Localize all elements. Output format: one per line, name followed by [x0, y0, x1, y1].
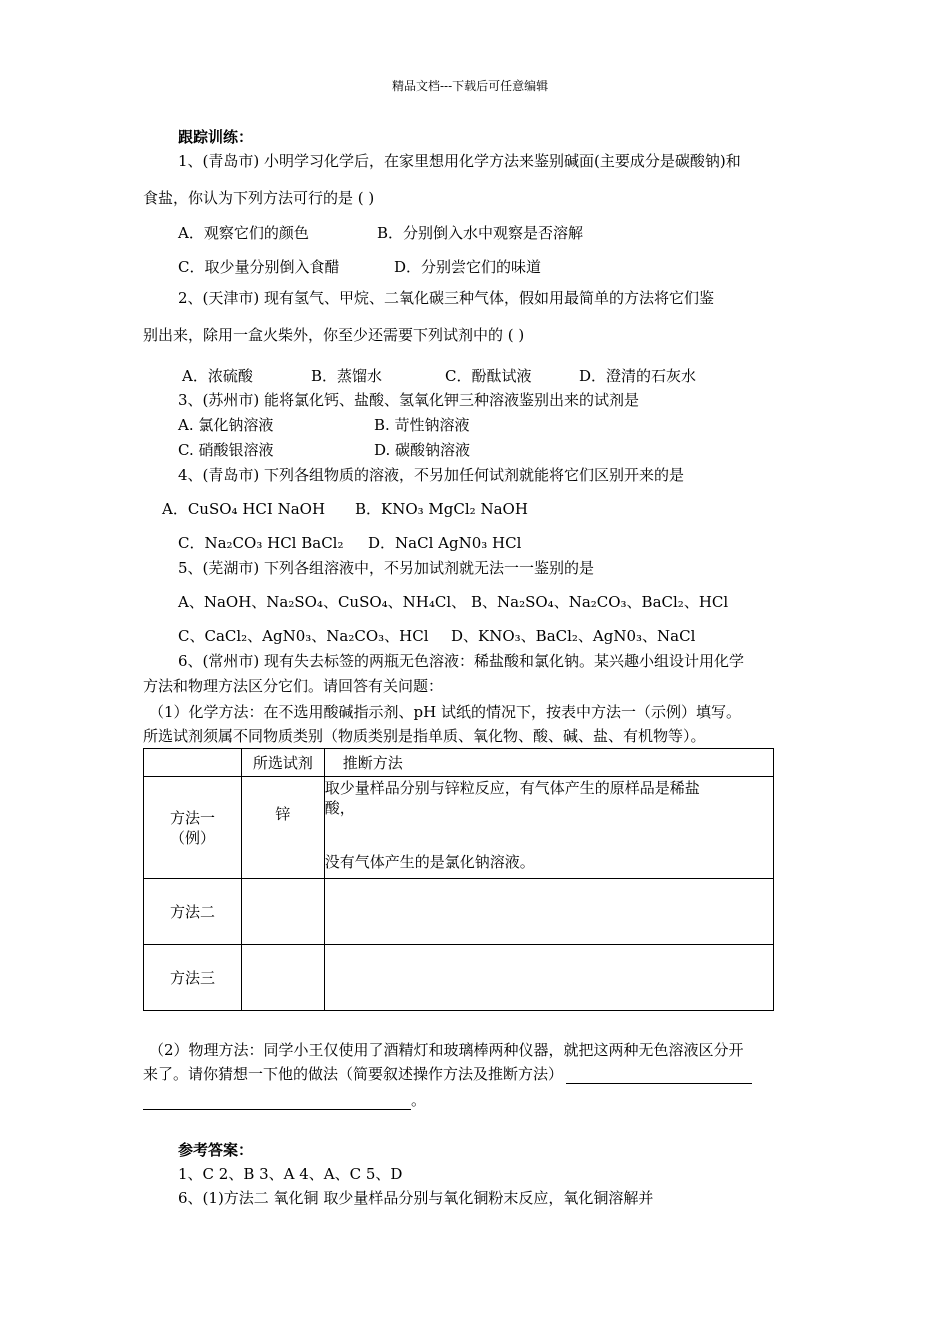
q6-physical-method-line3 [143, 1090, 426, 1110]
q3-option-d: D. 碳酸钠溶液 [374, 441, 471, 459]
q3-option-a: A. 氯化钠溶液 [178, 416, 274, 434]
inference-cell-empty[interactable] [324, 945, 773, 1011]
q5-line1: 5、(芜湖市) 下列各组溶液中，不另加试剂就无法一一鉴别的是 [178, 559, 595, 577]
q2-option-a: A．浓硫酸 [182, 367, 253, 385]
reagent-cell: 锌 [241, 777, 324, 879]
q4-option-b: B．KNO₃ MgCl₂ NaOH [355, 500, 528, 518]
q2-line2: 别出来，除用一盒火柴外，你至少还需要下列试剂中的 ( ) [143, 326, 525, 344]
table-row [144, 945, 774, 1011]
q6-physical-method-line1: （2）物理方法：同学小王仅使用了酒精灯和玻璃棒两种仪器，就把这两种无色溶液区分开 [149, 1041, 744, 1059]
q6-line2: 方法和物理方法区分它们。请回答有关问题： [143, 677, 444, 695]
q1-line2: 食盐，你认为下列方法可行的是 ( ) [143, 189, 375, 207]
table-header-inference: 推断方法 [324, 749, 773, 777]
answers-line2: 6、(1)方法二 氧化铜 取少量样品分别与氧化铜粉末反应，氧化铜溶解并 [178, 1189, 654, 1207]
q2-option-d: D．澄清的石灰水 [579, 367, 697, 385]
q1-option-c: C．取少量分别倒入食醋 [178, 258, 340, 276]
answer-blank-1[interactable] [566, 1067, 752, 1084]
q3-line1: 3、(苏州市) 能将氯化钙、盐酸、氢氧化钾三种溶液鉴别出来的试剂是 [178, 391, 640, 409]
q1-option-d: D．分别尝它们的味道 [394, 258, 542, 276]
q6-physical-end: 。 [411, 1091, 427, 1109]
reagent-cell-empty[interactable] [241, 879, 324, 945]
methods-table [143, 748, 774, 1011]
q2-option-c: C．酚酞试液 [445, 367, 532, 385]
q4-line1: 4、(青岛市) 下列各组物质的溶液，不另加任何试剂就能将它们区别开来的是 [178, 466, 685, 484]
method-cell: 方法二 [144, 879, 242, 945]
q5-option-a: A、NaOH、Na₂SO₄、CuSO₄、NH₄Cl、 [178, 593, 467, 611]
q6-physical-method-line2 [143, 1064, 752, 1084]
q4-option-a: A．CuSO₄ HCI NaOH [162, 500, 326, 518]
q1-line1: 1、(青岛市) 小明学习化学后，在家里想用化学方法来鉴别碱面(主要成分是碳酸钠)和 [178, 152, 741, 170]
q5-option-b: B、Na₂SO₄、Na₂CO₃、BaCl₂、HCl [471, 593, 729, 611]
q1-option-a: A．观察它们的颜色 [178, 224, 309, 242]
q5-option-d: D、KNO₃、BaCl₂、AgN0₃、NaCl [451, 627, 696, 645]
answers-heading: 参考答案： [178, 1141, 254, 1159]
table-header-cell [144, 749, 242, 777]
reagent-cell-empty[interactable] [241, 945, 324, 1011]
q6-line1: 6、(常州市) 现有失去标签的两瓶无色溶液：稀盐酸和氯化钠。某兴趣小组设计用化学 [178, 652, 745, 670]
q4-option-d: D．NaCl AgN0₃ HCl [368, 534, 522, 552]
table-header-reagent: 所选试剂 [241, 749, 324, 777]
inference-cell: 取少量样品分别与锌粒反应，有气体产生的原样品是稀盐 酸， 没有气体产生的是氯化钠溶液。 [324, 777, 773, 879]
q5-option-c: C、CaCl₂、AgN0₃、Na₂CO₃、HCl [178, 627, 429, 645]
q6-chemical-method-line2: 所选试剂须属不同物质类别（物质类别是指单质、氧化物、酸、碱、盐、有机物等）。 [143, 727, 706, 745]
answer-blank-2[interactable] [143, 1093, 411, 1110]
q3-option-c: C. 硝酸银溶液 [178, 441, 274, 459]
method-cell: 方法三 [144, 945, 242, 1011]
table-header-row [144, 749, 774, 777]
q2-option-b: B．蒸馏水 [311, 367, 383, 385]
q4-option-c: C．Na₂CO₃ HCl BaCl₂ [178, 534, 344, 552]
inference-cell-empty[interactable] [324, 879, 773, 945]
q3-option-b: B. 苛性钠溶液 [374, 416, 470, 434]
table-row [144, 879, 774, 945]
page-header: 精品文档---下载后可任意编辑 [392, 79, 549, 93]
section-heading: 跟踪训练： [178, 128, 254, 146]
q2-line1: 2、(天津市) 现有氢气、甲烷、二氧化碳三种气体，假如用最简单的方法将它们鉴 [178, 289, 715, 307]
q6-physical-prompt: 来了。请你猜想一下他的做法（简要叙述操作方法及推断方法） [143, 1065, 564, 1083]
q1-option-b: B．分别倒入水中观察是否溶解 [377, 224, 584, 242]
answers-line1: 1、C 2、B 3、A 4、A、C 5、D [178, 1165, 403, 1183]
method-cell: 方法一 （例） [144, 777, 242, 879]
table-row [144, 777, 774, 879]
q6-chemical-method-line1: （1）化学方法：在不选用酸碱指示剂、pH 试纸的情况下，按表中方法一（示例）填写。 [149, 703, 741, 721]
